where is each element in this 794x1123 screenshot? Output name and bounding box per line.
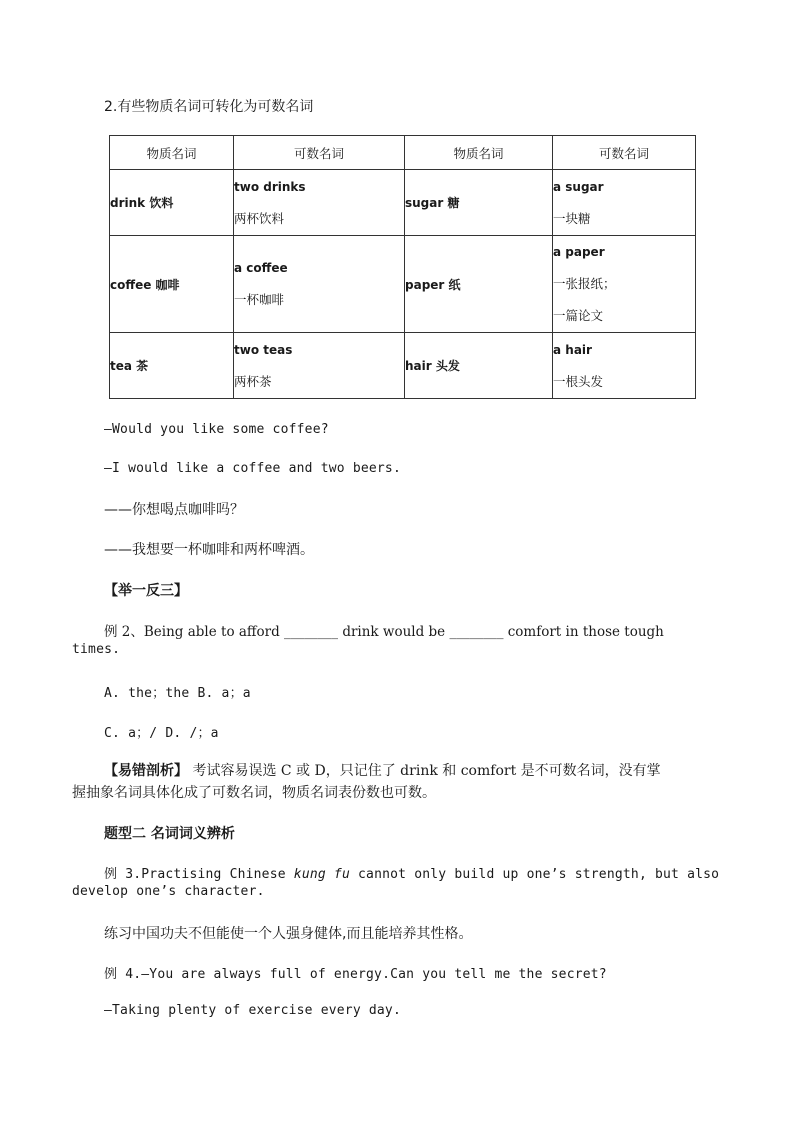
dialog-line-en: —Would you like some coffee? <box>104 422 329 437</box>
example-4-line-1: 例 4.—You are always full of energy.Can you tell me the secret? <box>104 967 607 982</box>
example-2-line-1: 例 2、Being able to afford ________ drink would be ________ comfort in those tough <box>104 624 664 640</box>
count-noun-zh: 一篇论文 <box>553 308 604 323</box>
count-noun-cell <box>234 333 405 399</box>
type-2-heading: 题型二 名词词义辨析 <box>104 826 235 842</box>
example-2-options-cd: C. a；/ D. /；a <box>104 726 219 741</box>
example-4-line-2: —Taking plenty of exercise every day. <box>104 1003 401 1018</box>
count-noun-zh: 一杯咖啡 <box>234 292 285 307</box>
count-noun-en: a hair <box>553 342 592 357</box>
count-noun-cell <box>234 236 405 333</box>
mass-noun-cell: drink 饮料 <box>110 170 234 236</box>
analysis-line-1 <box>104 760 661 780</box>
example-3-line-2: develop one’s character. <box>72 884 265 899</box>
example-3-line-1 <box>104 863 719 882</box>
mass-noun-cell: tea 茶 <box>110 333 234 399</box>
count-noun-cell <box>553 170 696 236</box>
example-2-line-2: times. <box>72 642 121 657</box>
count-noun-cell <box>234 170 405 236</box>
mass-noun-cell: paper 纸 <box>405 236 553 333</box>
table-row <box>110 236 696 333</box>
count-noun-cell <box>553 236 696 333</box>
header-cell: 可数名词 <box>553 136 696 170</box>
dialog-line-en: —I would like a coffee and two beers. <box>104 461 401 476</box>
count-noun-zh: 两杯茶 <box>234 373 272 389</box>
mass-noun-cell: hair 头发 <box>405 333 553 399</box>
count-noun-zh: 一块糖 <box>553 210 591 226</box>
mass-noun-cell: sugar 糖 <box>405 170 553 236</box>
header-cell: 物质名词 <box>405 136 553 170</box>
mass-noun-cell: coffee 咖啡 <box>110 236 234 333</box>
practice-heading: 【举一反三】 <box>104 583 188 599</box>
table-row <box>110 333 696 399</box>
count-noun-en: a sugar <box>553 179 604 194</box>
example-2-options-ab: A. the；the B. a；a <box>104 686 251 701</box>
count-noun-zh: 一根头发 <box>553 373 604 389</box>
count-noun-zh: 两杯饮料 <box>234 210 285 226</box>
count-noun-en: a coffee <box>234 261 288 275</box>
count-noun-cell <box>553 333 696 399</box>
header-cell: 物质名词 <box>110 136 234 170</box>
example-3-text: 例 3.Practising Chinese <box>104 867 294 882</box>
analysis-label: 【易错剖析】 <box>104 763 188 779</box>
example-3-italic: kung fu <box>293 867 350 882</box>
example-3-text: cannot only build up one’s strength, but also <box>349 867 720 882</box>
example-3-translation: 练习中国功夫不但能使一个人强身健体,而且能培养其性格。 <box>104 926 473 942</box>
count-noun-zh: 一张报纸； <box>553 276 616 291</box>
noun-table <box>109 135 696 399</box>
count-noun-en: a paper <box>553 245 605 259</box>
section-title: 2.有些物质名词可转化为可数名词 <box>104 99 314 115</box>
table-row <box>110 170 696 236</box>
count-noun-en: two teas <box>234 342 293 357</box>
analysis-text: 考试容易误选 C 或 D，只记住了 drink 和 comfort 是不可数名词，没有掌 <box>188 763 661 779</box>
count-noun-en: two drinks <box>234 179 306 194</box>
table-header-row <box>110 136 696 170</box>
analysis-line-2: 握抽象名词具体化成了可数名词，物质名词表份数也可数。 <box>72 785 436 801</box>
header-cell: 可数名词 <box>234 136 405 170</box>
dialog-line-zh: ——你想喝点咖啡吗？ <box>104 502 244 518</box>
dialog-line-zh: ——我想要一杯咖啡和两杯啤酒。 <box>104 542 314 558</box>
